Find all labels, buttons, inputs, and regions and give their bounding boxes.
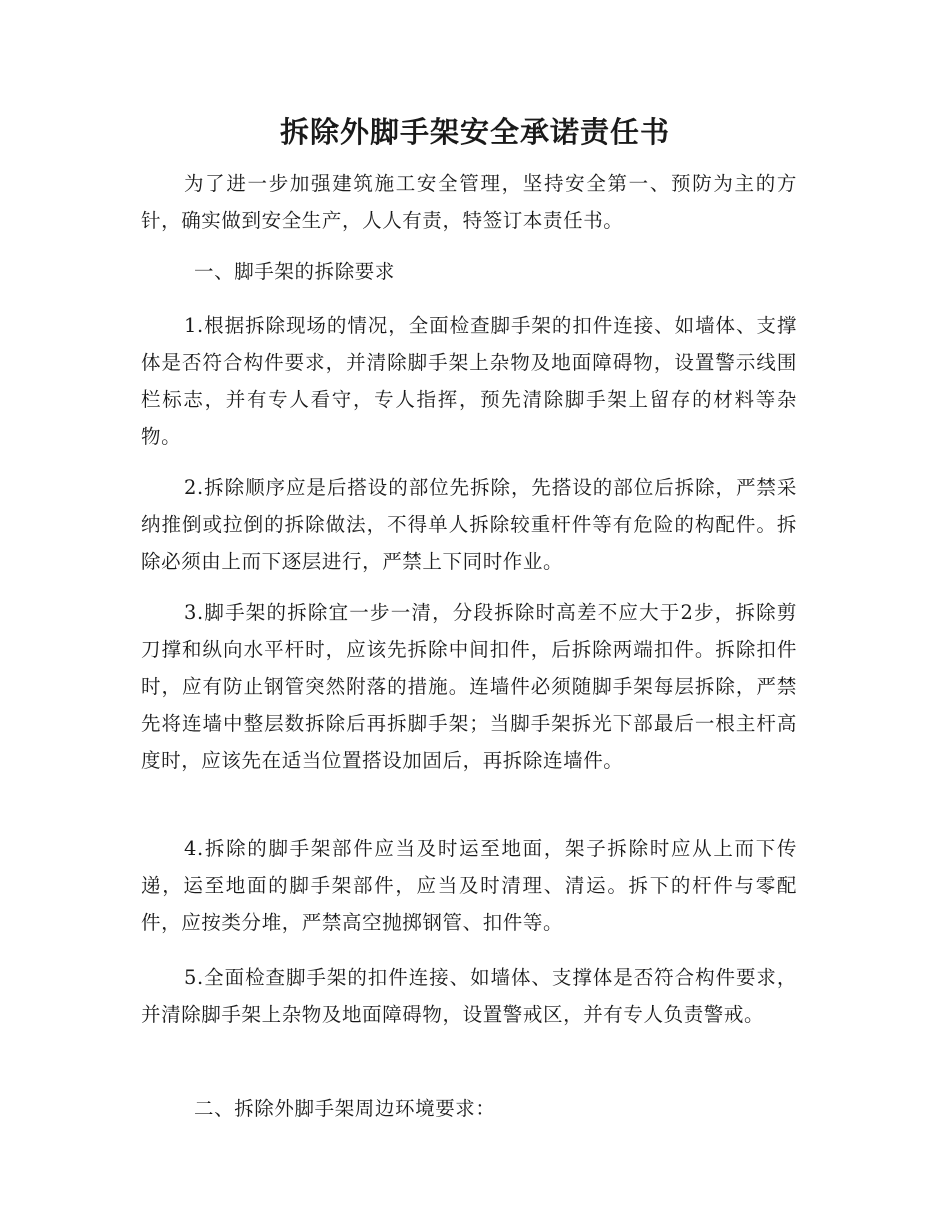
paragraph-item-2: 2.拆除顺序应是后搭设的部位先拆除，先搭设的部位后拆除，严禁采纳推倒或拉倒的拆除做法，不得单人拆除较重杆件等有危险的构配件。拆除必须由上而下逐层进行，严禁上下同时作业。 xyxy=(141,476,797,573)
intro-paragraph: 为了进一步加强建筑施工安全管理，坚持安全第一、预防为主的方针，确实做到安全生产，人人有责，特签订本责任书。 xyxy=(141,172,797,232)
section-heading-1: 一、脚手架的拆除要求 xyxy=(194,260,396,283)
paragraph-item-1: 1.根据拆除现场的情况，全面检查脚手架的扣件连接、如墙体、支撑体是否符合构件要求，并清除脚手架上杂物及地面障碍物，设置警示线围栏标志，并有专人看守，专人指挥，预先清除脚手架上留存的材料等杂物。 xyxy=(141,314,797,448)
paragraph-item-3: 3.脚手架的拆除宜一步一清，分段拆除时高差不应大于2步，拆除剪刀撑和纵向水平杆时，应该先拆除中间扣件，后拆除两端扣件。拆除扣件时，应有防止钢管突然附落的措施。连墙件必须随脚手架每层拆除，严禁先将连墙中整层数拆除后再拆脚手架；当脚手架拆光下部最后一根主杆高度时，应该先在适当位置搭设加固后，再拆除连墙件。 xyxy=(141,601,797,772)
document-title: 拆除外脚手架安全承诺责任书 xyxy=(279,115,670,149)
paragraph-item-5: 5.全面检查脚手架的扣件连接、如墙体、支撑体是否符合构件要求，并清除脚手架上杂物及地面障碍物，设置警戒区，并有专人负责警戒。 xyxy=(141,966,797,1026)
section-heading-2: 二、拆除外脚手架周边环境要求： xyxy=(194,1097,496,1120)
paragraph-item-4: 4.拆除的脚手架部件应当及时运至地面，架子拆除时应从上而下传递，运至地面的脚手架部件，应当及时清理、清运。拆下的杆件与零配件，应按类分堆，严禁高空抛掷钢管、扣件等。 xyxy=(141,837,797,934)
